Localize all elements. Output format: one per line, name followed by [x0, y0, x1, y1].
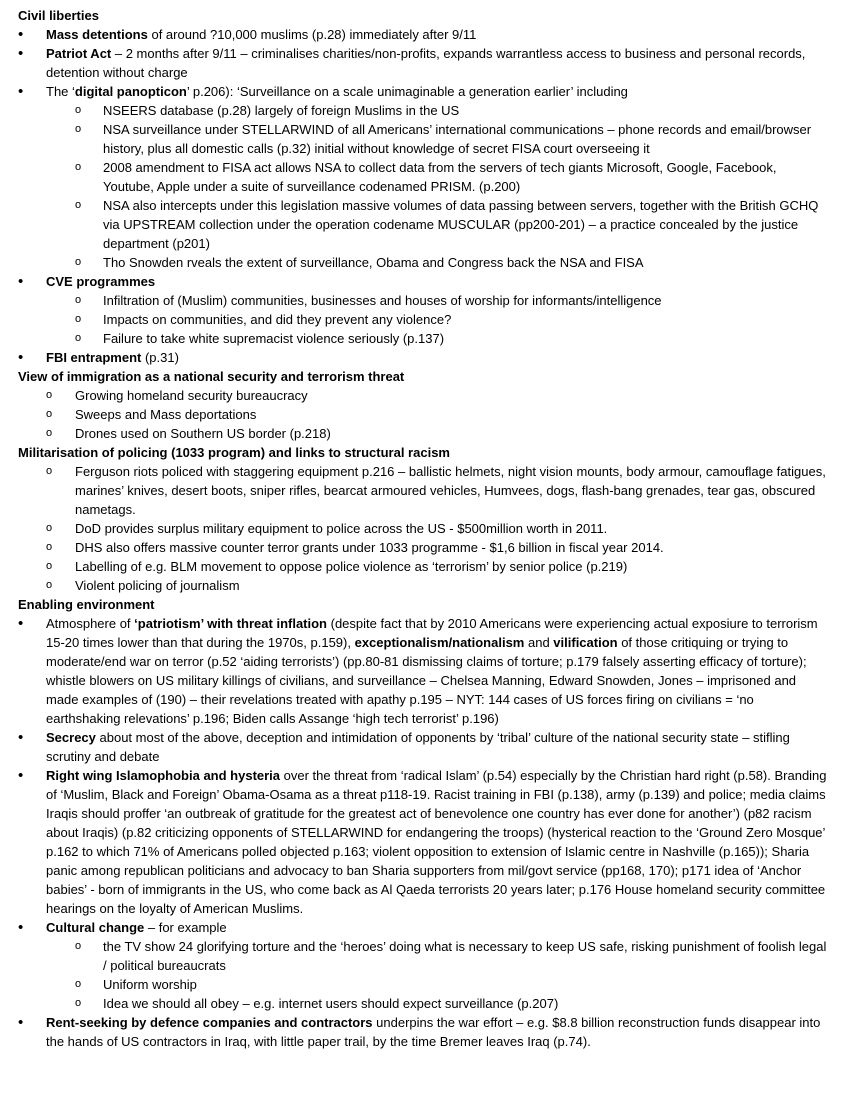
bold-text: Mass detentions: [46, 27, 148, 42]
text-run: Sweeps and Mass deportations: [75, 407, 257, 422]
text-run: – 2 months after 9/11 – criminalises charities/non-profits, expands warrantless access to business and personal records, detention without charge: [46, 46, 806, 80]
bullet-marker: •: [18, 615, 24, 632]
bullet-marker: •: [18, 1014, 24, 1031]
sub-bullet-item: [18, 386, 830, 405]
circle-marker: o: [75, 256, 82, 268]
sub-bullet-item: [18, 253, 830, 272]
section-heading: Enabling environment: [18, 597, 155, 612]
circle-marker: o: [75, 997, 82, 1009]
sub-bullet-item: [18, 310, 830, 329]
text-run: ’ p.206): ‘Surveillance on a scale unimaginable a generation earlier’ including: [186, 84, 628, 99]
document-body: [18, 6, 830, 1051]
sub-bullet-item: [18, 424, 830, 443]
text-run: 2008 amendment to FISA act allows NSA to collect data from the servers of tech giants Microsoft, Google, Facebook, Youtube, Apple under a suite of surveillance codenamed PRISM. (p.200): [103, 160, 777, 194]
text-run: – for example: [144, 920, 227, 935]
bullet-marker: •: [18, 729, 24, 746]
bold-text: exceptionalism/nationalism: [354, 635, 525, 650]
bold-text: Patriot Act: [46, 46, 112, 61]
section-heading: Militarisation of policing (1033 program) and links to structural racism: [18, 445, 450, 460]
circle-marker: o: [46, 427, 53, 439]
text-run: Tho Snowden rveals the extent of surveillance, Obama and Congress back the NSA and FISA: [103, 255, 644, 270]
text-run: Failure to take white supremacist violence seriously (p.137): [103, 331, 445, 346]
bullet-item: [18, 44, 830, 82]
circle-marker: o: [75, 161, 82, 173]
text-run: DoD provides surplus military equipment to police across the US - $500million worth in 2011.: [75, 521, 608, 536]
sub-bullet-item: [18, 196, 830, 253]
section-heading: View of immigration as a national security and terrorism threat: [18, 369, 405, 384]
circle-marker: o: [75, 940, 82, 952]
text-run: The ‘: [46, 84, 75, 99]
text-run: Labelling of e.g. BLM movement to oppose police violence as ‘terrorism’ by senior police (p.219): [75, 559, 628, 574]
bullet-item: [18, 348, 830, 367]
circle-marker: o: [75, 294, 82, 306]
bold-text: Cultural change: [46, 920, 145, 935]
circle-marker: o: [75, 199, 82, 211]
text-run: the TV show 24 glorifying torture and the ‘heroes’ doing what is necessary to keep US safe, risking punishment of foolish legal / political bureaucrats: [103, 939, 827, 973]
sub-bullet-item: [18, 291, 830, 310]
sub-bullet-item: [18, 557, 830, 576]
bullet-marker: •: [18, 273, 24, 290]
text-run: Drones used on Southern US border (p.218): [75, 426, 331, 441]
bullet-marker: •: [18, 767, 24, 784]
sub-bullet-item: [18, 101, 830, 120]
bullet-item: [18, 1013, 830, 1051]
bullet-marker: •: [18, 349, 24, 366]
sub-bullet-item: [18, 329, 830, 348]
text-run: Idea we should all obey – e.g. internet users should expect surveillance (p.207): [103, 996, 559, 1011]
text-run: NSEERS database (p.28) largely of foreign Muslims in the US: [103, 103, 460, 118]
circle-marker: o: [46, 560, 53, 572]
bold-text: FBI entrapment: [46, 350, 142, 365]
text-run: DHS also offers massive counter terror grants under 1033 programme - $1,6 billion in fiscal year 2014.: [75, 540, 664, 555]
section-heading: Civil liberties: [18, 8, 99, 23]
circle-marker: o: [75, 313, 82, 325]
text-run: of around ?10,000 muslims (p.28) immediately after 9/11: [147, 27, 477, 42]
text-run: Ferguson riots policed with staggering equipment p.216 – ballistic helmets, night vision mounts, body armour, camouflage fatigues, marines’ knives, desert boots, sniper rifles, bearcat armoured vehicles, Humvees, dogs, flash-bang grenades, tear gas, obscured nametags.: [75, 464, 826, 517]
sub-bullet-item: [18, 975, 830, 994]
sub-bullet-item: [18, 158, 830, 196]
bold-text: ‘patriotism’ with threat inflation: [134, 616, 327, 631]
text-run: (p.31): [141, 350, 179, 365]
sub-bullet-item: [18, 937, 830, 975]
text-run: Uniform worship: [103, 977, 197, 992]
bullet-marker: •: [18, 919, 24, 936]
circle-marker: o: [46, 541, 53, 553]
sub-bullet-item: [18, 576, 830, 595]
sub-bullet-item: [18, 462, 830, 519]
text-run: of those critiquing or trying to moderate/end war on terror (p.52 ‘aiding terrorists’) (pp.80-81 dismissing claims of torture; p.179 falsely asserting efficacy of torture); whistle blowers on US military killings of civilians, and surveillance – Chelsea Manning, Edward Snowden, Jones – imprisoned and made examples of (190) – their revelations treated with apathy p.195 – NYT: 144 cases of US forces firing on civilians = ‘no earthshaking relevations’ p.196; Biden calls Assange ‘high tech terrorist’ p.196): [46, 635, 807, 726]
bullet-item: [18, 614, 830, 728]
text-run: Violent policing of journalism: [75, 578, 240, 593]
sub-bullet-item: [18, 519, 830, 538]
circle-marker: o: [46, 389, 53, 401]
text-run: Growing homeland security bureaucracy: [75, 388, 308, 403]
sub-bullet-item: [18, 538, 830, 557]
text-run: and: [524, 635, 554, 650]
text-run: NSA also intercepts under this legislation massive volumes of data passing between servers, together with the British GCHQ via UPSTREAM collection under the operation codename MUSCULAR (pp200-201) – a practice concealed by the justice department (p201): [103, 198, 819, 251]
bullet-item: [18, 918, 830, 937]
bullet-item: [18, 272, 830, 291]
circle-marker: o: [75, 104, 82, 116]
circle-marker: o: [75, 332, 82, 344]
circle-marker: o: [46, 579, 53, 591]
bold-text: Right wing Islamophobia and hysteria: [46, 768, 281, 783]
bold-text: vilification: [553, 635, 618, 650]
bold-text: Secrecy: [46, 730, 96, 745]
text-run: Infiltration of (Muslim) communities, businesses and houses of worship for informants/intelligence: [103, 293, 662, 308]
text-run: Atmosphere of: [46, 616, 135, 631]
bullet-marker: •: [18, 45, 24, 62]
bold-text: CVE programmes: [46, 274, 156, 289]
text-run: NSA surveillance under STELLARWIND of all Americans’ international communications – phone records and email/browser history, plus all domestic calls (p.32) initial without knowledge of secret FISA court overseeing it: [103, 122, 812, 156]
circle-marker: o: [46, 465, 53, 477]
circle-marker: o: [46, 522, 53, 534]
bullet-item: [18, 766, 830, 918]
text-run: about most of the above, deception and intimidation of opponents by ‘tribal’ culture of the national security state – stifling scrutiny and debate: [46, 730, 790, 764]
sub-bullet-item: [18, 120, 830, 158]
bullet-marker: •: [18, 83, 24, 100]
circle-marker: o: [75, 123, 82, 135]
sub-bullet-item: [18, 405, 830, 424]
text-run: underpins the war effort – e.g. $8.8 billion reconstruction funds disappear into the hands of US contractors in Iraq, with little paper trail, by the time Bremer leaves Iraq (p.74).: [46, 1015, 821, 1049]
sub-bullet-item: [18, 994, 830, 1013]
bullet-marker: •: [18, 26, 24, 43]
text-run: Impacts on communities, and did they prevent any violence?: [103, 312, 452, 327]
circle-marker: o: [75, 978, 82, 990]
bullet-item: [18, 82, 830, 101]
bullet-item: [18, 728, 830, 766]
bold-text: Rent-seeking by defence companies and contractors: [46, 1015, 373, 1030]
text-run: (despite fact that by 2010 Americans were experiencing actual exposiure to terrorism 15-20 times lower than that during the 1970s, p.159),: [46, 616, 818, 650]
bold-text: digital panopticon: [74, 84, 187, 99]
bullet-item: [18, 25, 830, 44]
circle-marker: o: [46, 408, 53, 420]
text-run: over the threat from ‘radical Islam’ (p.54) especially by the Christian hard right (p.58). Branding of ‘Muslim, Black and Foreign’ Obama-Osama as a threat p118-19. Racist training in FBI (p.138), army (p.139) and police; media claims Iraqis should proffer ‘an outbreak of gratitude for the greatest act of benevolence one country has ever done for another’) (p82 racism about Iraqis) (p.82 criticizing opponents of STELLARWIND for endangering the troops) (hysterical reaction to the ‘Ground Zero Mosque’ p.162 to which 71% of Americans polled objected p.163; violent opposition to extension of Islamic centre in Nashville (p.165)); Sharia panic among republican politicians and advocacy to ban Sharia supporters from mil/govt service (pp168, 170); p171 idea of ‘Anchor babies’ - born of immigrants in the US, who come back as Al Qaeda terrorists 20 years later; p.176 House homeland security committee hearings on the loyalty of American Muslims.: [46, 768, 827, 916]
